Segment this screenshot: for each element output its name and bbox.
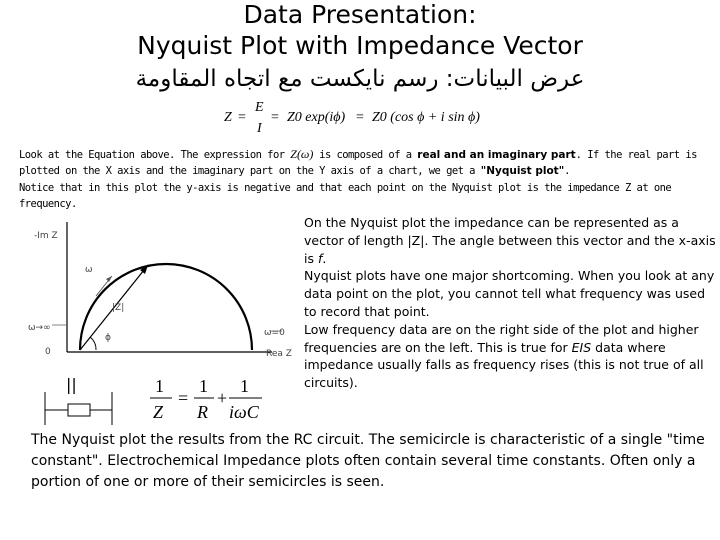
omega-label: ω: [85, 265, 93, 275]
nyquist-plot-bold: "Nyquist plot": [480, 165, 565, 177]
phi-arc: [90, 337, 96, 350]
formula-equals: =: [178, 388, 189, 408]
bottom-paragraph: The Nyquist plot the results from the RC circuit. The semicircle is characteristic of a single "time constant". Electrochemical Impedance plots often contain several time constants. Often only a portion of one or more of their semicircles is seen.: [31, 432, 705, 490]
y-axis-label: -Im Z: [34, 231, 58, 241]
intro-line-2: plotted on the X axis and the imaginary part on the Y axis of a chart, we get a "Nyquist plot".: [19, 165, 570, 177]
formula-plus: +: [217, 388, 228, 408]
eq-term-1: Z0 exp(iϕ): [287, 110, 346, 125]
lhs-numerator: 1: [155, 376, 164, 396]
right-para-2: Nyquist plots have one major shortcoming. When you look at any data point on the plot, you cannot tell what frequency was used to record that point.: [304, 268, 715, 319]
intro-line-4: frequency.: [19, 198, 77, 210]
f1-numerator: 1: [199, 376, 208, 396]
omega-inf-label: ω→∞: [28, 323, 51, 333]
phi-label: ϕ: [105, 333, 111, 343]
intro-line-3: Notice that in this plot the y-axis is negative and that each point on the Nyquist plot is the impedance Z at one: [19, 182, 672, 194]
eq-i: I: [257, 121, 262, 136]
f2-denominator: iωC: [229, 402, 259, 422]
rc-formula: [150, 376, 262, 422]
z-magnitude-label: |Z|: [112, 303, 125, 313]
lhs-denominator: Z: [153, 402, 164, 422]
eq-e: E: [255, 100, 264, 115]
intro-line-1: Look at the Equation above. The expression for Z(ω) is composed of a real and an imaginary part. If the real part is: [19, 147, 697, 161]
right-para-1: On the Nyquist plot the impedance can be represented as a vector of length |Z|. The angle between this vector and the x-axis is f.: [304, 215, 716, 266]
capacitor-parallel-mark: ||: [66, 375, 77, 394]
right-explanation: [304, 214, 718, 392]
f1-denominator: R: [197, 402, 208, 422]
real-imaginary-bold: real and an imaginary part: [417, 149, 576, 161]
eq-term-2: Z0 (cos ϕ + i sin ϕ): [372, 110, 480, 125]
z-omega: Z(ω): [290, 147, 314, 161]
eq-equals-2: =: [271, 110, 279, 125]
origin-label: 0: [45, 347, 51, 357]
eq-equals-3: =: [356, 110, 364, 125]
f2-numerator: 1: [240, 376, 249, 396]
title-line-1: Data Presentation:: [243, 0, 477, 29]
eq-equals-1: =: [238, 110, 246, 125]
omega-direction-arrowhead: [106, 276, 112, 282]
resistor: [68, 404, 90, 416]
title-line-arabic: عرض البيانات: رسم نايكست مع اتجاه المقاومة: [135, 66, 585, 92]
right-para-3: Low frequency data are on the right side of the plot and higher frequencies are on the left. This is true for EIS data where impedance usually falls as frequency rises (this is not true of all circuits).: [304, 321, 704, 391]
title-line-2: Nyquist Plot with Impedance Vector: [137, 31, 583, 60]
omega-zero-label: ω=0: [264, 328, 285, 338]
eq-z: Z: [224, 110, 232, 125]
x-axis-label: Rea Z: [266, 349, 292, 359]
